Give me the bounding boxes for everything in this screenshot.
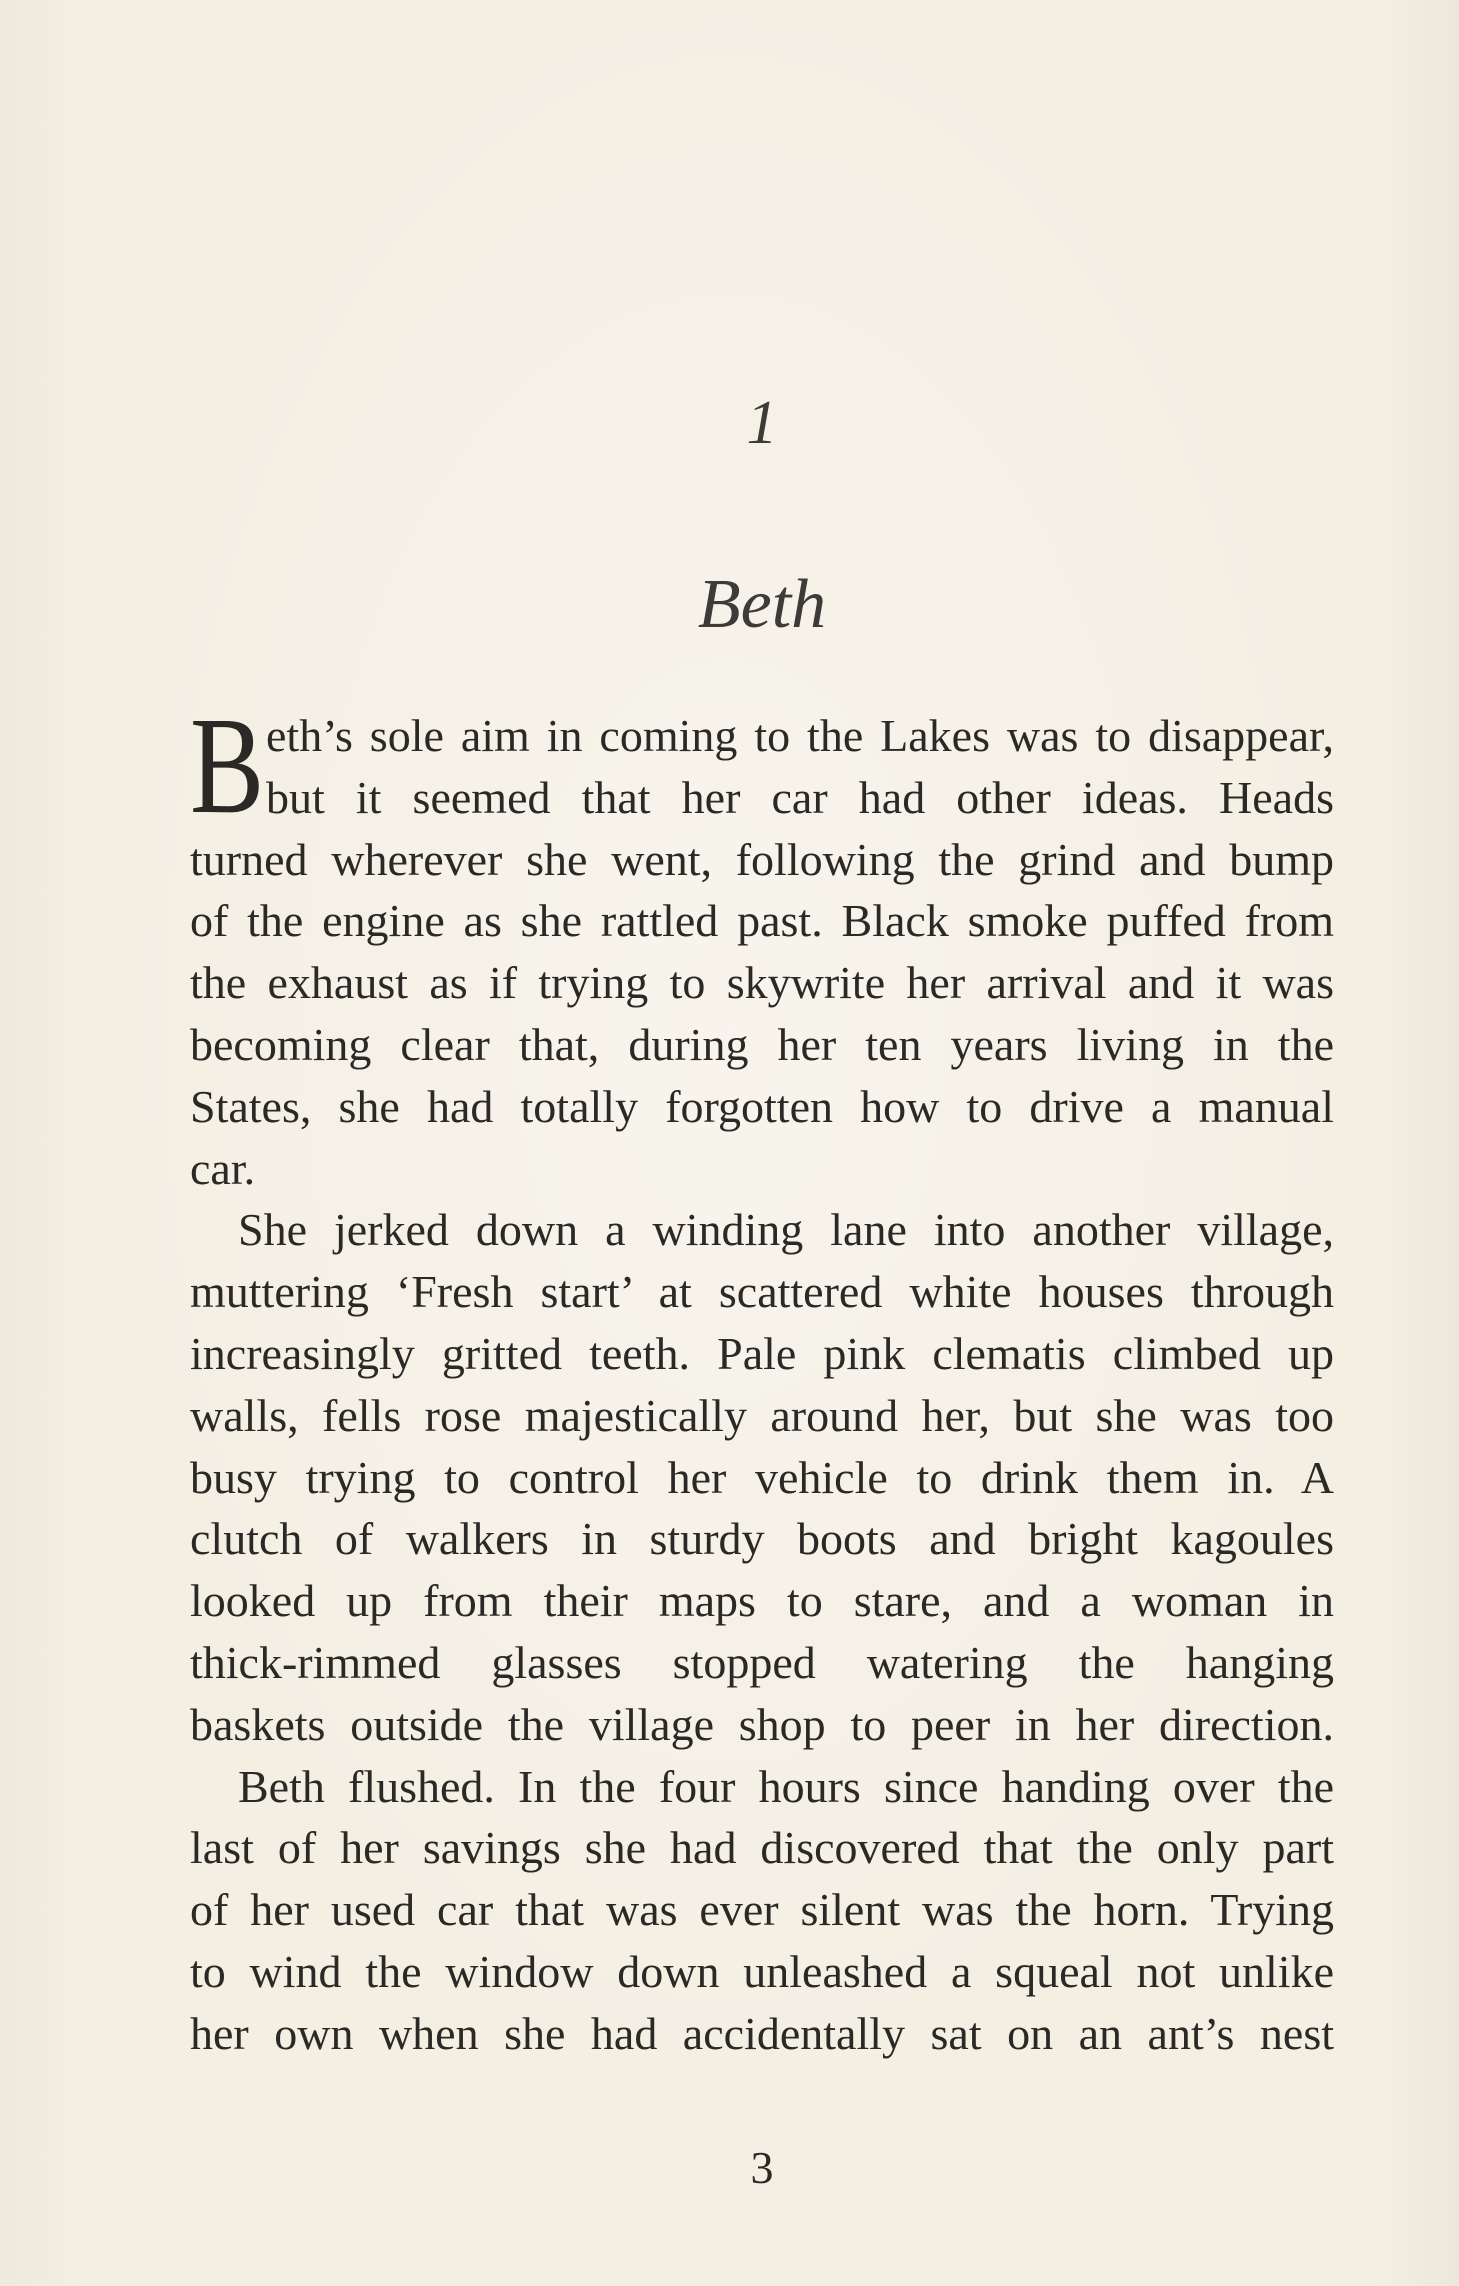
text-line: car. [190, 1142, 256, 1194]
text-line: the exhaust as if trying to skywrite her arrival and it was [190, 957, 1334, 1009]
text-line: clutch of walkers in sturdy boots and bright kagoules [190, 1513, 1334, 1565]
text-line: muttering ‘Fresh start’ at scattered white houses through [190, 1266, 1334, 1318]
page-number: 3 [750, 2142, 774, 2193]
chapter-title: Beth [697, 566, 827, 643]
text-line: She jerked down a winding lane into another village, [238, 1204, 1334, 1256]
text-line: of her used car that was ever silent was the horn. Trying [190, 1884, 1334, 1936]
text-line: but it seemed that her car had other ideas. Heads [266, 771, 1334, 823]
text-line: becoming clear that, during her ten years living in the [190, 1018, 1334, 1070]
text-line: turned wherever she went, following the grind and bump [190, 833, 1334, 885]
text-line: States, she had totally forgotten how to drive a manual [190, 1080, 1334, 1132]
chapter-number: 1 [746, 389, 778, 457]
text-line: of the engine as she rattled past. Black smoke puffed from [190, 895, 1334, 947]
paragraph [190, 1199, 1334, 1755]
text-line: to wind the window down unleashed a squeal not unlike [190, 1945, 1334, 1997]
drop-cap: B [190, 689, 265, 843]
paragraph [190, 689, 1334, 1199]
text-line: last of her savings she had discovered that the only part [190, 1822, 1334, 1874]
text-line: looked up from their maps to stare, and a woman in [190, 1575, 1334, 1627]
text-line: walls, fells rose majestically around her, but she was too [190, 1389, 1334, 1441]
text-line: baskets outside the village shop to peer in her direction. [190, 1698, 1334, 1750]
text-line: Beth flushed. In the four hours since handing over the [238, 1760, 1334, 1812]
text-line: thick-rimmed glasses stopped watering the hanging [190, 1636, 1334, 1688]
body-text [190, 689, 1334, 2065]
text-line: busy trying to control her vehicle to drink them in. A [190, 1451, 1334, 1503]
paragraph [190, 1756, 1334, 2065]
text-line: increasingly gritted teeth. Pale pink clematis climbed up [190, 1327, 1334, 1379]
text-line: eth’s sole aim in coming to the Lakes was to disappear, [266, 710, 1334, 761]
text-line: her own when she had accidentally sat on an ant’s nest [190, 2007, 1334, 2059]
